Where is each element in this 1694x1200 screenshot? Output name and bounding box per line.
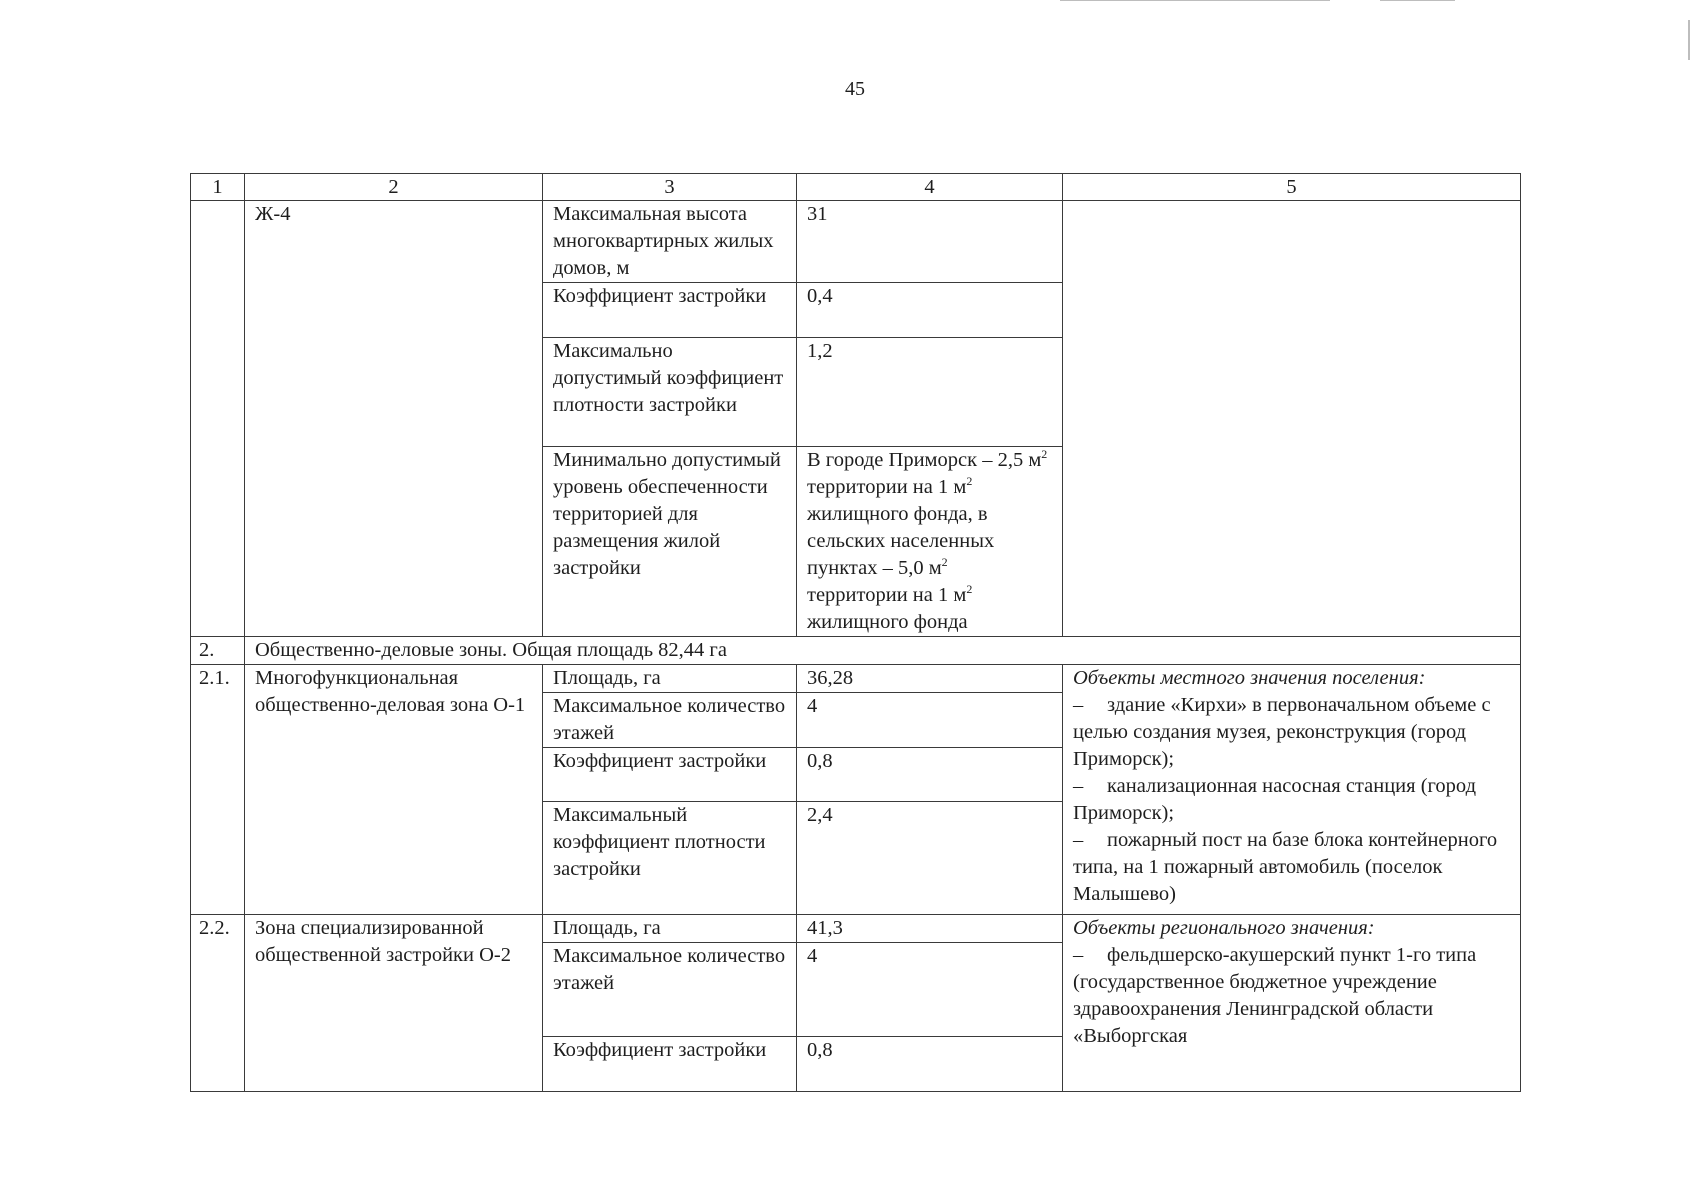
parameter-name: Коэффициент застройки	[543, 748, 797, 802]
parameter-name: Максимальная высота многоквартирных жилых домов, м	[543, 201, 797, 283]
row-number-cell	[191, 201, 245, 637]
scan-edge-mark	[1380, 0, 1455, 1]
parameter-value: 36,28	[797, 665, 1063, 693]
parameter-name: Площадь, га	[543, 915, 797, 943]
table-row	[191, 665, 1521, 693]
column-number: 4	[797, 174, 1063, 201]
column-number: 2	[245, 174, 543, 201]
objects-cell	[1063, 201, 1521, 637]
section-number: 2.	[191, 637, 245, 665]
parameter-value: 1,2	[797, 338, 1063, 447]
object-item: – здание «Кирхи» в первоначальном объеме с целью создания музея, реконструкция (город Приморск);	[1073, 694, 1491, 770]
parameter-value: 4	[797, 693, 1063, 748]
objects-cell	[1063, 665, 1521, 915]
parameter-value: 41,3	[797, 915, 1063, 943]
column-number: 1	[191, 174, 245, 201]
parameter-value: В городе Приморск – 2,5 $м^2$ территории на 1 $м^2$ жилищного фонда, в сельских населенных пунктах – 5,0 $м^2$ территории на 1 $м^2$ жилищного фонда	[797, 447, 1063, 637]
parameter-name: Площадь, га	[543, 665, 797, 693]
parameter-value: 0,4	[797, 283, 1063, 338]
column-number-row	[191, 174, 1521, 201]
object-item: – канализационная насосная станция (город Приморск);	[1073, 775, 1477, 824]
section-title: Общественно-деловые зоны. Общая площадь 82,44 га	[245, 637, 1521, 665]
parameter-value: 2,4	[797, 802, 1063, 915]
object-item: – фельдшерско-акушерский пункт 1-го типа (государственное бюджетное учреждение здравоохранения Ленинградской области «Выборгская	[1073, 944, 1477, 1047]
zoning-parameters-table	[190, 173, 1521, 1092]
parameter-value: 0,8	[797, 1037, 1063, 1092]
zone-name-cell: Многофункциональная общественно-деловая зона О-1	[245, 665, 543, 915]
parameter-name: Максимально допустимый коэффициент плотности застройки	[543, 338, 797, 447]
parameter-name: Коэффициент застройки	[543, 283, 797, 338]
parameter-name: Максимальное количество этажей	[543, 693, 797, 748]
parameter-value: 0,8	[797, 748, 1063, 802]
column-number: 5	[1063, 174, 1521, 201]
table-row	[191, 915, 1521, 943]
zone-name-cell: Ж-4	[245, 201, 543, 637]
parameter-name: Максимальный коэффициент плотности застройки	[543, 802, 797, 915]
parameter-value: 31	[797, 201, 1063, 283]
section-row	[191, 637, 1521, 665]
table-row	[191, 201, 1521, 283]
object-item: – пожарный пост на базе блока контейнерного типа, на 1 пожарный автомобиль (поселок Малышево)	[1073, 829, 1498, 905]
parameter-name: Коэффициент застройки	[543, 1037, 797, 1092]
column-number: 3	[543, 174, 797, 201]
objects-cell	[1063, 915, 1521, 1092]
objects-title: Объекты местного значения поселения:	[1073, 667, 1426, 689]
row-number-cell: 2.1.	[191, 665, 245, 915]
scan-edge-mark	[1060, 0, 1330, 1]
row-number-cell: 2.2.	[191, 915, 245, 1092]
parameter-value: 4	[797, 943, 1063, 1037]
zone-name-cell: Зона специализированной общественной застройки О-2	[245, 915, 543, 1092]
parameter-name: Минимально допустимый уровень обеспеченности территорией для размещения жилой застройки	[543, 447, 797, 637]
page-number: 45	[845, 78, 865, 100]
objects-title: Объекты регионального значения:	[1073, 917, 1375, 939]
scan-edge-mark	[1688, 20, 1690, 60]
parameter-name: Максимальное количество этажей	[543, 943, 797, 1037]
